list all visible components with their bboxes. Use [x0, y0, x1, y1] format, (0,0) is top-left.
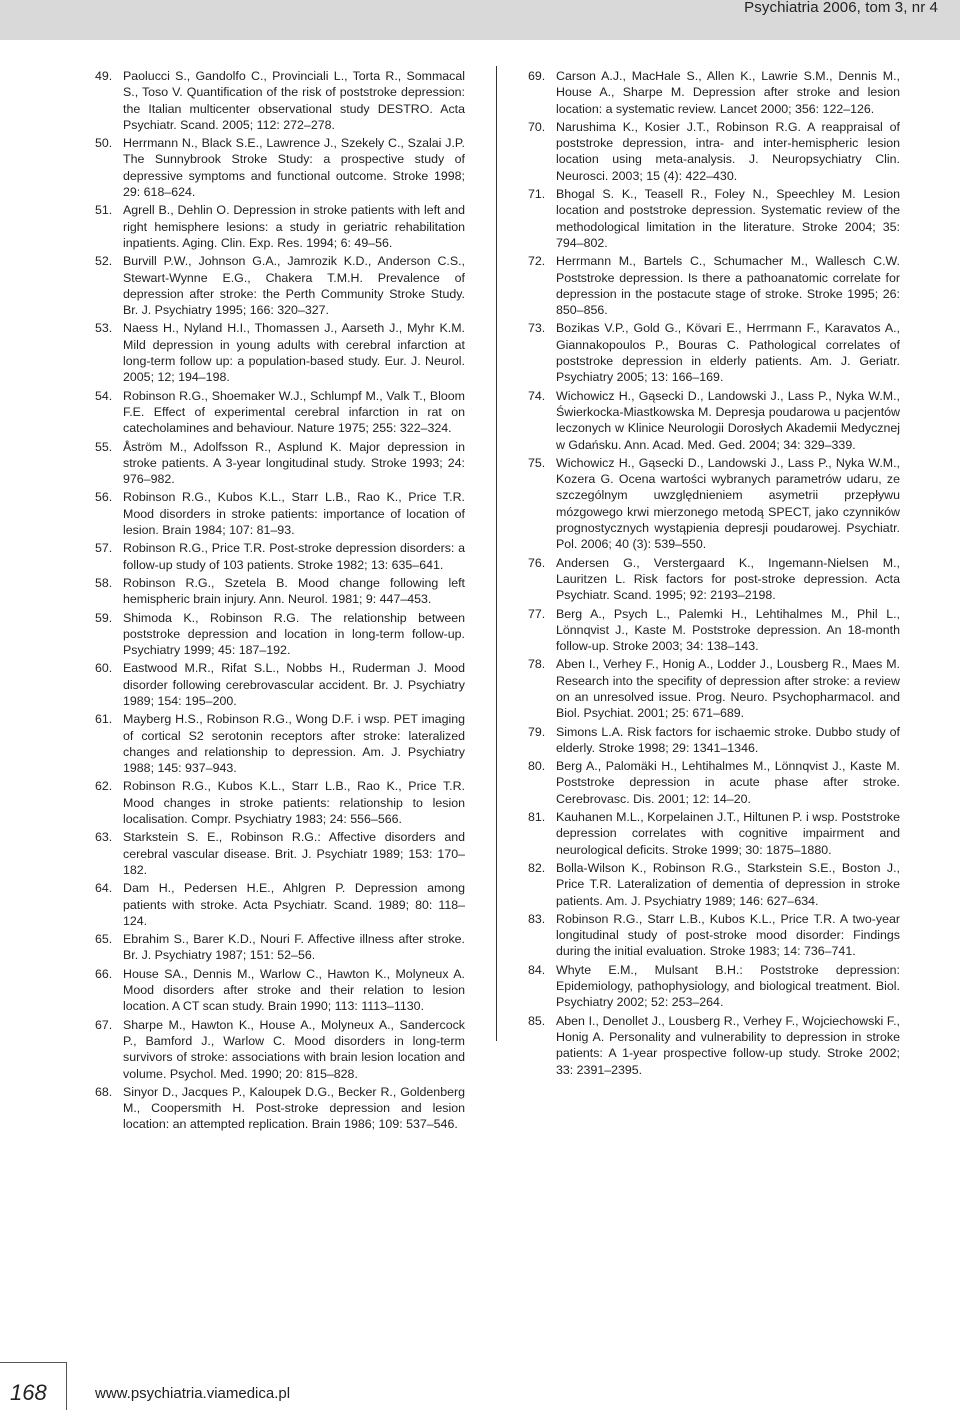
reference-text: Ebrahim S., Barer K.D., Nouri F. Affective illness after stroke. Br. J. Psychiatry 1987; 151: 52–56. — [123, 932, 465, 963]
reference-item — [95, 1017, 465, 1082]
reference-text: Shimoda K., Robinson R.G. The relationship between poststroke depression and location in long-term follow-up. Psychiatry 1999; 45: 187–192. — [123, 610, 465, 658]
reference-item — [528, 606, 900, 655]
reference-text: Kauhanen M.L., Korpelainen J.T., Hiltunen P. i wsp. Poststroke depression correlates with cognitive impairment and neurological deficits. Stroke 1999; 30: 1875–1880. — [556, 810, 900, 857]
reference-text: Bhogal S. K., Teasell R., Foley N., Speechley M. Lesion location and poststroke depression. Systematic review of the methodological limitation in the literature. Stroke 2004; 35: 794–802. — [556, 187, 900, 250]
reference-number: 55. — [95, 439, 113, 454]
reference-item — [95, 711, 465, 776]
reference-text: Robinson R.G., Price T.R. Post-stroke depression disorders: a follow-up study of 103 patients. Stroke 1982; 13: 635–641. — [123, 541, 465, 572]
reference-number: 83. — [528, 911, 546, 926]
reference-text: Eastwood M.R., Rifat S.L., Nobbs H., Ruderman J. Mood disorder following cerebrovascular accident. Br. J. Psychiatry 1989; 154: 195–200. — [123, 661, 465, 708]
reference-text: Bozikas V.P., Gold G., Kövari E., Herrmann F., Karavatos A., Giannakopoulos P., Bouras C. Pathological correlates of poststroke depression in elderly patients. Am. J. Geriatr. Psychiatry 2005; 13: 166–169. — [556, 321, 900, 385]
reference-item — [95, 931, 465, 964]
reference-item — [528, 253, 900, 318]
reference-number: 79. — [528, 724, 546, 739]
reference-item — [528, 555, 900, 604]
reference-text: Aben I., Denollet J., Lousberg R., Verhey F., Wojciechowski F., Honig A. Personality and vulnerability to depression in stroke patients: A 1-year prospective follow-up study. Stroke 2002; 33: 2391–2395. — [556, 1013, 900, 1077]
reference-text: Berg A., Palomäki H., Lehtihalmes M., Lönnqvist J., Kaste M. Poststroke depression in acute phase after stroke. Cerebrovasc. Dis. 2001; 12: 14–20. — [556, 759, 900, 806]
reference-item — [95, 1084, 465, 1133]
reference-number: 78. — [528, 657, 546, 672]
reference-item — [95, 68, 465, 133]
reference-number: 69. — [528, 69, 546, 83]
reference-item — [528, 962, 900, 1011]
reference-text: Andersen G., Verstergaard K., Ingemann-Nielsen M., Lauritzen L. Risk factors for post-stroke depression. Acta Psychiatr. Scand. 1995; 92: 2193–2198. — [556, 555, 900, 603]
reference-number: 64. — [95, 881, 113, 896]
reference-item — [528, 119, 900, 184]
reference-item — [528, 860, 900, 909]
reference-number: 61. — [95, 712, 113, 727]
reference-text: Agrell B., Dehlin O. Depression in stroke patients with left and right hemisphere lesions: a study in geriatric rehabilitation inpatients. Aging. Clin. Exp. Res. 1994; 6: 49–56. — [123, 203, 465, 250]
reference-text: Bolla-Wilson K., Robinson R.G., Starkstein S.E., Boston J., Price T.R. Lateralization of dementia of depression in stroke patients. Am. J. Psychiatry 1989; 146: 627–634. — [556, 860, 900, 908]
reference-text: Simons L.A. Risk factors for ischaemic stroke. Dubbo study of elderly. Stroke 1998; 29: 1341–1346. — [556, 724, 900, 755]
reference-number: 60. — [95, 661, 113, 676]
footer-url: www.psychiatria.viamedica.pl — [95, 1385, 291, 1402]
reference-number: 76. — [528, 555, 546, 570]
reference-text: Narushima K., Kosier J.T., Robinson R.G. A reappraisal of poststroke depression, intra- and inter-hemispheric lesion location using meta-analysis. J. Neuropsychiatry Clin. Neurosci. 2003; 15 (4): 422–430. — [556, 119, 900, 183]
reference-number: 52. — [95, 254, 113, 269]
reference-text: Wichowicz H., Gąsecki D., Landowski J., Lass P., Nyka W.M., Kozera G. Ocena wartości wybranych parametrów udaru, ze szczególnym uwzględnieniem asymetrii przepływu mózgowego krwi mierzonego metodą SPECT, jako czynników prognostycznych wystąpienia depresji poudarowej. Psychiatr. Pol. 2006; 40 (3): 539–550. — [556, 455, 900, 552]
reference-item — [528, 320, 900, 385]
reference-item — [95, 489, 465, 538]
reference-list-right — [528, 68, 900, 1078]
reference-number: 82. — [528, 860, 546, 875]
reference-item — [95, 320, 465, 385]
reference-number: 65. — [95, 932, 113, 947]
reference-number: 67. — [95, 1017, 113, 1032]
reference-text: Paolucci S., Gandolfo C., Provinciali L., Torta R., Sommacal S., Toso V. Quantification of the risk of poststroke depression: the Italian multicenter observational study DESTRO. Acta Psychiatr. Scand. 2005; 112: 272–278. — [123, 69, 465, 132]
reference-number: 73. — [528, 321, 546, 336]
reference-item — [528, 911, 900, 960]
reference-text: Robinson R.G., Szetela B. Mood change following left hemispheric brain injury. Ann. Neurol. 1981; 9: 447–453. — [123, 575, 465, 607]
reference-number: 71. — [528, 187, 546, 202]
reference-list-left — [95, 68, 465, 1133]
reference-item — [95, 575, 465, 608]
reference-text: Naess H., Nyland H.I., Thomassen J., Aarseth J., Myhr K.M. Mild depression in young adults with cerebral infarction at long-term follow up: a population-based study. Eur. J. Neurol. 2005; 12; 194–198. — [123, 321, 465, 385]
reference-text: Starkstein S. E., Robinson R.G.: Affective disorders and cerebral vascular disease. Brit. J. Psychiatr 1989; 153: 170–182. — [123, 830, 465, 877]
reference-number: 74. — [528, 388, 546, 403]
reference-text: Wichowicz H., Gąsecki D., Landowski J., Lass P., Nyka W.M., Świerkocka-Miastkowska M. Depresja poudarowa u pacjentów leczonych w Klinice Neurologii Dorosłych Akademii Medycznej w Gdańsku. Ann. Acad. Med. Ged. 2004; 34: 329–339. — [556, 388, 900, 452]
footer-rule — [0, 1362, 66, 1363]
reference-number: 80. — [528, 759, 546, 774]
reference-text: Sinyor D., Jacques P., Kaloupek D.G., Becker R., Goldenberg M., Coopersmith H. Post-stroke depression and lesion location: an attempted replication. Brain 1986; 109: 537–546. — [123, 1084, 465, 1132]
reference-text: Robinson R.G., Kubos K.L., Starr L.B., Rao K., Price T.R. Mood changes in stroke patients: relationship to lesion localisation. Compr. Psychiatry 1983; 24: 556–566. — [123, 779, 465, 827]
reference-item — [528, 724, 900, 757]
reference-item — [95, 135, 465, 200]
reference-item — [95, 660, 465, 709]
reference-text: Robinson R.G., Kubos K.L., Starr L.B., Rao K., Price T.R. Mood disorders in stroke patients: importance of location of lesion. Brain 1984; 107: 81–93. — [123, 490, 465, 538]
reference-number: 63. — [95, 830, 113, 845]
reference-number: 58. — [95, 575, 113, 590]
header-bar — [0, 0, 960, 40]
footer-divider — [66, 1362, 67, 1410]
reference-item — [528, 186, 900, 251]
reference-text: Aben I., Verhey F., Honig A., Lodder J., Lousberg R., Maes M. Research into the specifity of depression after stroke: a review on an unresolved issue. Prog. Neuro. Psychopharmacol. and Biol. Psychiat. 2001; 25: 671–689. — [556, 657, 900, 721]
reference-item — [95, 439, 465, 488]
reference-number: 50. — [95, 136, 113, 151]
reference-number: 85. — [528, 1013, 546, 1028]
reference-number: 51. — [95, 203, 113, 218]
reference-item — [95, 253, 465, 318]
reference-item — [95, 880, 465, 929]
reference-number: 68. — [95, 1084, 113, 1099]
reference-text: Åström M., Adolfsson R., Asplund K. Major depression in stroke patients. A 3-year longitudinal study. Stroke 1993; 24: 976–982. — [123, 439, 465, 487]
reference-text: Robinson R.G., Shoemaker W.J., Schlumpf M., Valk T., Bloom F.E. Effect of experimental cerebral infarction in rat on catecholamines and behaviour. Nature 1975; 255: 322–324. — [123, 388, 465, 436]
reference-text: Whyte E.M., Mulsant B.H.: Poststroke depression: Epidemiology, pathophysiology, and biological treatment. Biol. Psychiatry 2002; 52: 253–264. — [556, 962, 900, 1010]
reference-number: 66. — [95, 966, 113, 981]
reference-text: Carson A.J., MacHale S., Allen K., Lawrie S.M., Dennis M., House A., Sharpe M. Depression after stroke and lesion location: a systematic review. Lancet 2000; 356: 122–126. — [556, 69, 900, 116]
reference-number: 57. — [95, 541, 113, 556]
reference-text: Robinson R.G., Starr L.B., Kubos K.L., Price T.R. A two-year longitudinal study of post-stroke mood disorder: Findings during the initial evaluation. Stroke 1983; 14: 736–741. — [556, 911, 900, 959]
column-divider — [496, 66, 497, 1041]
reference-text: Herrmann N., Black S.E., Lawrence J., Szekely C., Szalai J.P. The Sunnybrook Stroke Study: a prospective study of depressive symptoms and functional outcome. Stroke 1998; 29: 618–624. — [123, 136, 465, 200]
reference-item — [528, 758, 900, 807]
reference-number: 56. — [95, 490, 113, 505]
reference-text: Herrmann M., Bartels C., Schumacher M., Wallesch C.W. Poststroke depression. Is there a pathoanatomic correlate for depression in the postacute stage of stroke. Stroke 1995; 26: 850–856. — [556, 254, 900, 318]
reference-number: 54. — [95, 388, 113, 403]
reference-item — [95, 610, 465, 659]
reference-item — [95, 778, 465, 827]
reference-number: 72. — [528, 254, 546, 269]
page-number: 168 — [10, 1380, 47, 1405]
reference-item — [528, 455, 900, 553]
journal-title: Psychiatria 2006, tom 3, nr 4 — [744, 0, 938, 16]
reference-text: Sharpe M., Hawton K., House A., Molyneux A., Sandercock P., Bamford J., Warlow C. Mood disorders in long-term survivors of stroke: associations with brain lesion location and volume. Psychol. Med. 1990; 20: 815–828. — [123, 1017, 465, 1081]
reference-number: 70. — [528, 119, 546, 134]
reference-text: Mayberg H.S., Robinson R.G., Wong D.F. i wsp. PET imaging of cortical S2 serotonin receptors after stroke: lateralized changes and relationship to depression. Am. J. Psychiatry 1988; 145: 937–943. — [123, 712, 465, 776]
reference-text: House SA., Dennis M., Warlow C., Hawton K., Molyneux A. Mood disorders after stroke and their relation to lesion location. A CT scan study. Brain 1990; 113: 1113–1130. — [123, 966, 465, 1014]
reference-item — [528, 68, 900, 117]
reference-item — [528, 809, 900, 858]
reference-item — [95, 202, 465, 251]
reference-item — [528, 1013, 900, 1078]
reference-number: 53. — [95, 321, 113, 336]
reference-number: 62. — [95, 779, 113, 794]
reference-text: Berg A., Psych L., Palemki H., Lehtihalmes M., Phil L., Lönnqvist J., Kaste M. Poststroke depression. An 18-month follow-up. Stroke 2003; 34: 138–143. — [556, 606, 900, 654]
reference-text: Burvill P.W., Johnson G.A., Jamrozik K.D., Anderson C.S., Stewart-Wynne E.G., Chakera T.M.H. Prevalence of depression after stroke: the Perth Community Stroke Study. Br. J. Psychiatry 1995; 166: 320–327. — [123, 254, 465, 318]
reference-number: 81. — [528, 810, 546, 825]
reference-number: 77. — [528, 606, 546, 621]
reference-number: 84. — [528, 962, 546, 977]
reference-number: 59. — [95, 610, 113, 625]
reference-item — [95, 388, 465, 437]
reference-item — [95, 540, 465, 573]
reference-text: Dam H., Pedersen H.E., Ahlgren P. Depression among patients with stroke. Acta Psychiatr. Scand. 1989; 80: 118–124. — [123, 881, 465, 928]
reference-item — [528, 388, 900, 453]
reference-item — [95, 829, 465, 878]
reference-number: 75. — [528, 455, 546, 470]
reference-item — [95, 966, 465, 1015]
reference-item — [528, 656, 900, 721]
reference-number: 49. — [95, 69, 113, 83]
